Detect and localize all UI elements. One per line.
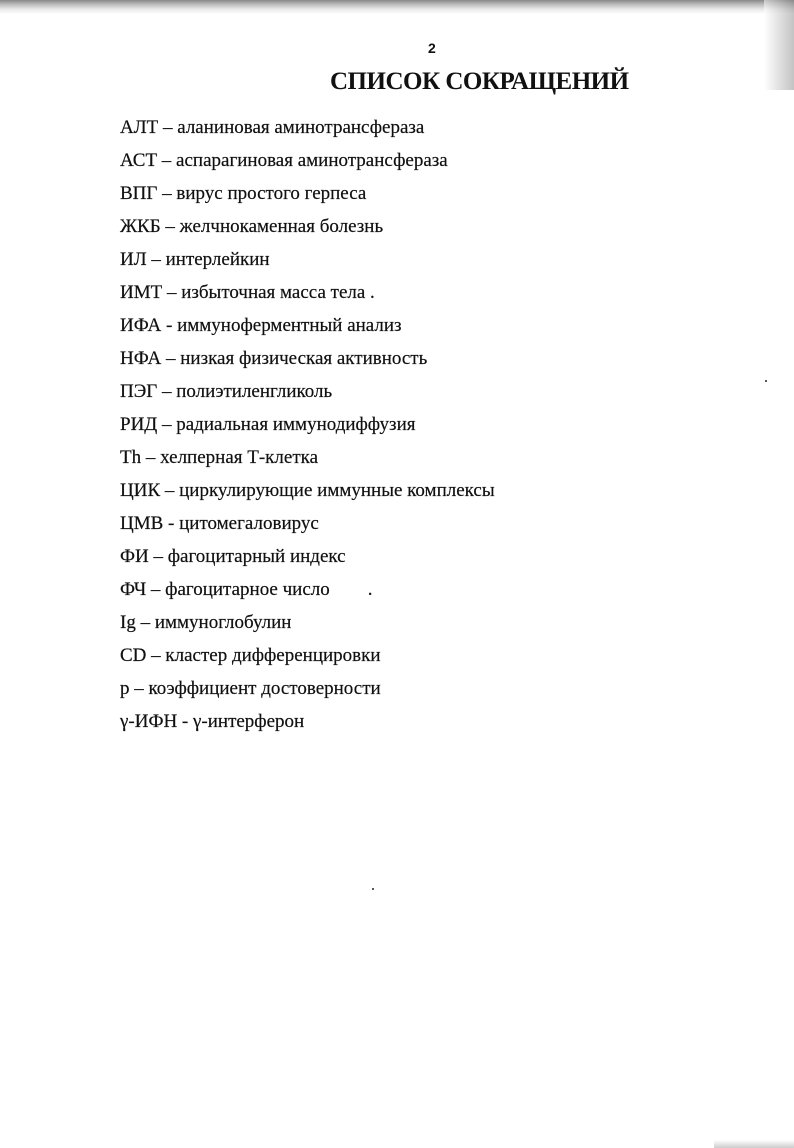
scan-edge-bottom [714,1140,794,1148]
list-item: γ-ИФН - γ-интерферон [120,711,305,732]
list-item: Ig – иммуноглобулин [120,612,292,633]
list-item: ВПГ – вирус простого герпеса [120,183,367,204]
list-item: р – коэффициент достоверности [120,678,381,699]
list-item: АСТ – аспарагиновая аминотрансфераза [120,150,448,171]
list-item: ФИ – фагоцитарный индекс [120,546,346,567]
list-item: НФА – низкая физическая активность [120,348,428,369]
list-item: РИД – радиальная иммунодиффузия [120,414,416,435]
scan-speck [372,888,374,890]
scan-edge-top [0,0,794,14]
list-item: CD – кластер дифференцировки [120,645,381,666]
list-item: ЖКБ – желчнокаменная болезнь [120,216,384,237]
list-item: ЦИК – циркулирующие иммунные комплексы [120,480,495,501]
scan-edge-right [764,0,794,90]
list-item: ИМТ – избыточная масса тела . [120,282,375,303]
abbreviation-list [120,116,495,743]
page-number: 2 [428,40,436,56]
page-title: СПИСОК СОКРАЩЕНИЙ [330,68,629,95]
list-item: ЦМВ - цитомегаловирус [120,513,319,534]
list-item: ПЭГ – полиэтиленгликоль [120,381,333,402]
scan-speck [765,380,767,382]
list-item: АЛТ – аланиновая аминотрансфераза [120,117,425,138]
list-item: ФЧ – фагоцитарное число . [120,579,373,600]
list-item: ИЛ – интерлейкин [120,249,270,270]
list-item: Th – хелперная Т-клетка [120,447,318,468]
list-item: ИФА - иммуноферментный анализ [120,315,402,336]
